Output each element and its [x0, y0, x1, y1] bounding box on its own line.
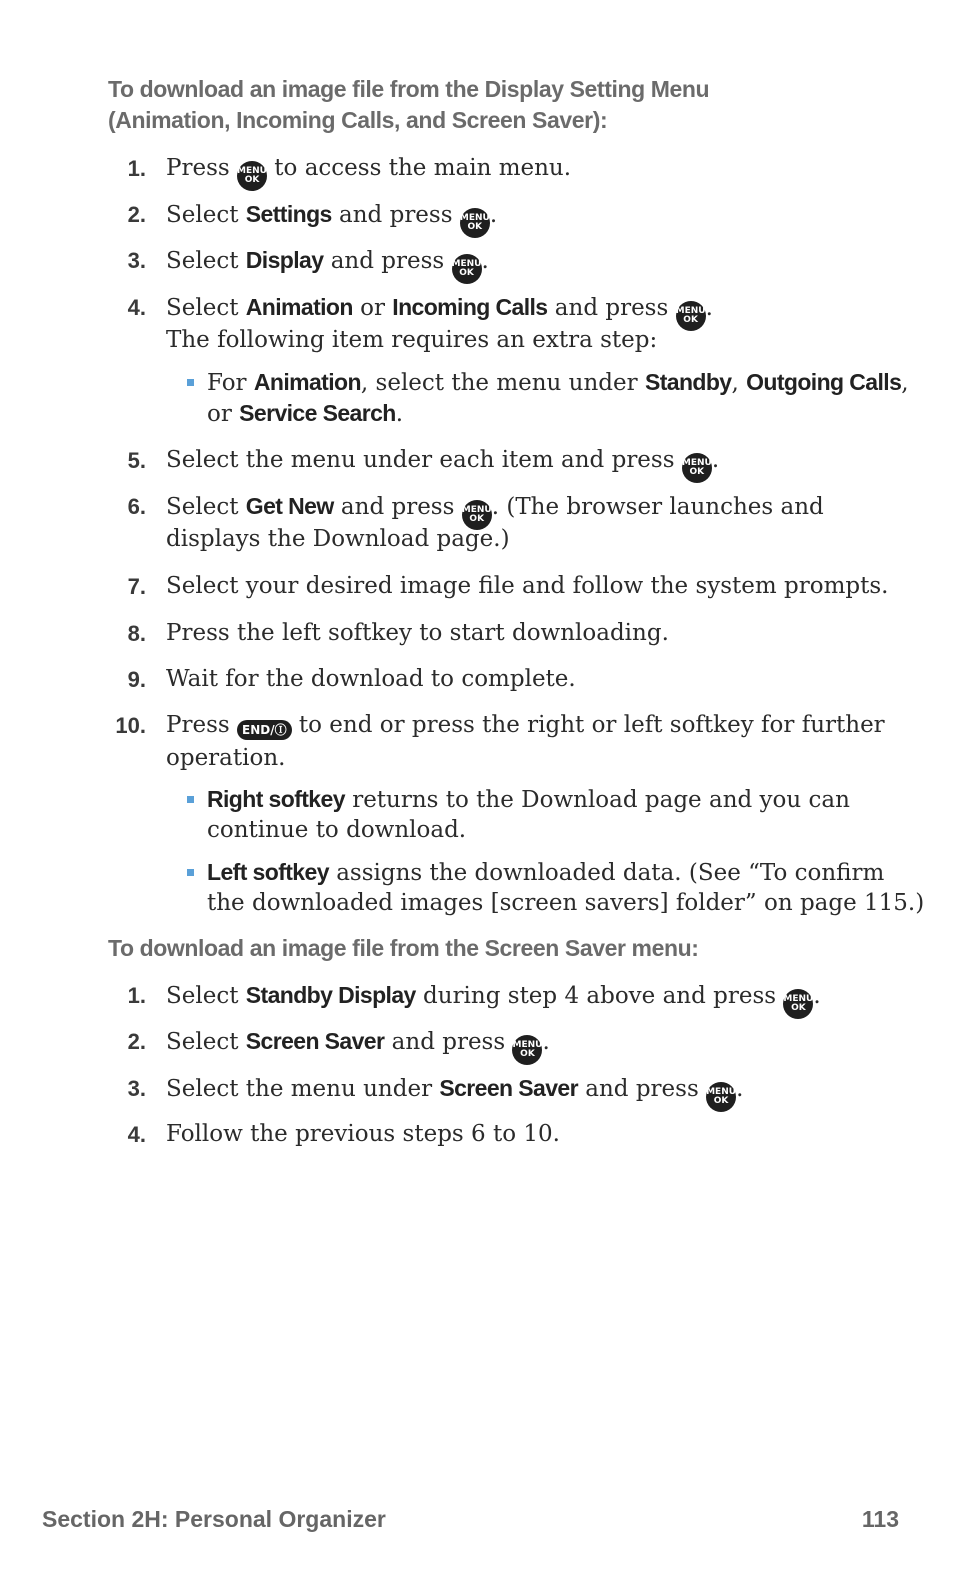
bullet-marker: [187, 869, 194, 876]
section-heading-display-setting: To download an image file from the Display Setting Menu (Animation, Incoming Calls, and Screen Saver):: [108, 76, 710, 133]
menu-ok-key-icon: MENU OK: [237, 161, 267, 191]
menu-ok-key-icon: MENU OK: [783, 989, 813, 1019]
menu-ok-key-icon: MENU OK: [460, 208, 490, 238]
menu-ok-key-icon: MENU OK: [452, 254, 482, 284]
menu-ok-key-icon: MENU OK: [462, 500, 492, 530]
bullet-marker: [187, 796, 194, 803]
footer-section-title: Section 2H: Personal Organizer: [42, 1506, 386, 1532]
menu-ok-key-icon: MENU OK: [512, 1035, 542, 1065]
end-key-icon: END/Ⓘ: [237, 720, 292, 740]
menu-ok-key-icon: MENU OK: [682, 453, 712, 483]
bullet-marker: [187, 379, 194, 386]
page-number: 113: [861, 1506, 899, 1532]
menu-ok-key-icon: MENU OK: [676, 301, 706, 331]
menu-ok-key-icon: MENU OK: [706, 1082, 736, 1112]
section-heading-screen-saver: To download an image file from the Screen Saver menu:: [108, 935, 699, 961]
